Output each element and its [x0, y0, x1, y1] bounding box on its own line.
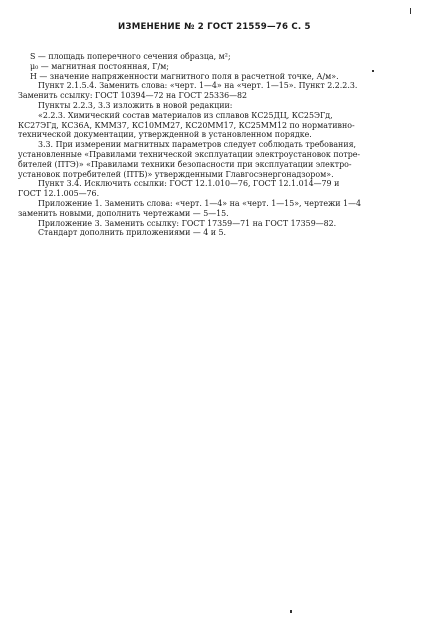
item-3-3-line3: бителей (ПТЭ)» «Правилами техники безопасности при эксплуатации электро-	[18, 159, 352, 169]
item-3-3-line2: установленные «Правилами технической эксплуатации электроустановок потре-	[18, 149, 361, 159]
standard-supplement-line: Стандарт дополнить приложениями — 4 и 5.	[38, 228, 227, 238]
replace-reference-line: Заменить ссылку: ГОСТ 10394—72 на ГОСТ 25336—82	[18, 91, 248, 101]
item-2-2-3-line1: «2.2.3. Химический состав материалов из сплавов КС25ДЦ, КС25ЭГд,	[38, 110, 333, 120]
definition-area: S — площадь поперечного сечения образца, м²;	[30, 52, 231, 61]
appendix-1-line1: Приложение 1. Заменить слова: «черт. 1—4» на «черт. 1—15», чертежи 1—4	[38, 198, 361, 208]
definition-mu0: μ₀ — магнитная постоянная, Г/м;	[30, 61, 169, 71]
scan-dot-bottom	[290, 610, 292, 613]
item-3-4-line1: Пункт 3.4. Исключить ссылки: ГОСТ 12.1.010—76, ГОСТ 12.1.014—79 и	[38, 179, 340, 189]
definition-h: H — значение напряженности магнитного поля в расчетной точке, А/м».	[30, 71, 339, 81]
body-text	[18, 52, 410, 238]
margin-mark-top-right	[410, 8, 411, 14]
appendix-1-line2: заменить новыми, дополнить чертежами — 5—15.	[18, 208, 229, 218]
scan-dot	[372, 70, 374, 72]
item-3-3-line4: установок потребителей (ПТБ)» утвержденными Главгосэнергонадзором».	[18, 169, 334, 179]
item-2-1-5-4: Пункт 2.1.5.4. Заменить слова: «черт. 1—4» на «черт. 1—15». Пункт 2.2.2.3.	[38, 81, 358, 91]
item-3-3-line1: 3.3. При измерении магнитных параметров следует соблюдать требования,	[38, 140, 357, 150]
item-3-4-line2: ГОСТ 12.1.005—76.	[18, 189, 100, 199]
items-new-edition: Пункты 2.2.3, 3.3 изложить в новой редакции:	[38, 100, 233, 110]
item-2-2-3-line3: технической документации, утвержденной в установленном порядке.	[18, 130, 312, 140]
appendix-3-line: Приложение 3. Заменить ссылку: ГОСТ 17359—71 на ГОСТ 17359—82.	[38, 218, 337, 228]
page-header: ИЗМЕНЕНИЕ № 2 ГОСТ 21559—76 С. 5	[118, 22, 311, 32]
item-2-2-3-line2: КС27ЭГд, КС36А, КММ37, КС10ММ27, КС20ММ17, КС25ММ12 по нормативно-	[18, 120, 355, 130]
